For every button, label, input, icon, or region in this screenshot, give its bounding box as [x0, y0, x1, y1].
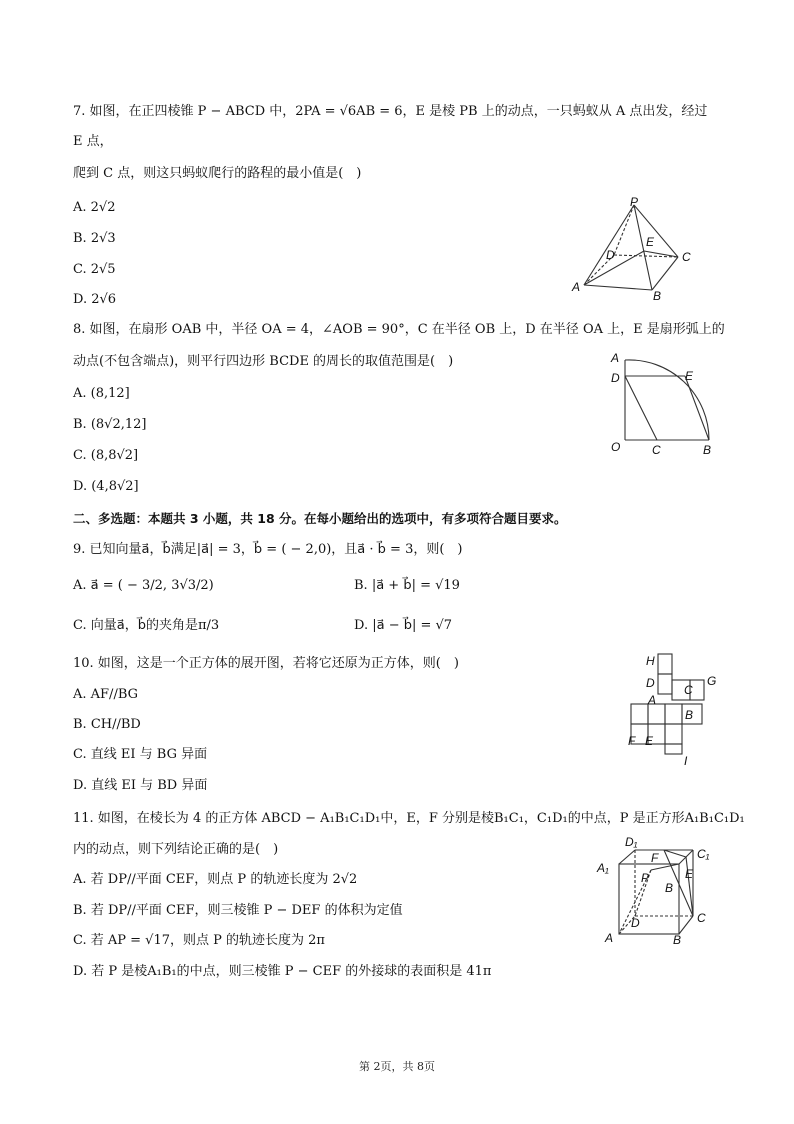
- q10-label-g: G: [707, 674, 717, 688]
- q11-label-d1: D₁: [625, 835, 638, 849]
- q11-option-b: B. 若 DP//平面 CEF，则三棱锥 P − DEF 的体积为定值: [73, 903, 403, 918]
- q9-option-c: C. 向量a⃗，b⃗的夹角是π/3: [73, 618, 220, 633]
- q10-label-e: E: [645, 734, 654, 748]
- q11-option-c: C. 若 AP = √17，则点 P 的轨迹长度为 2π: [73, 933, 325, 948]
- q11-label-c1: C₁: [697, 847, 710, 861]
- q7-option-d: D. 2√6: [73, 292, 117, 307]
- q10-label-a: A: [648, 693, 657, 707]
- q11-option-a: A. 若 DP//平面 CEF，则点 P 的轨迹长度为 2√2: [73, 872, 358, 887]
- q9-option-a: A. a⃗ = ( − 3/2, 3√3/2): [73, 578, 214, 593]
- q11-label-p: P: [641, 871, 650, 885]
- q7-option-c: C. 2√5: [73, 262, 116, 277]
- q10-label-h: H: [646, 654, 655, 668]
- q10-label-c: C: [684, 683, 693, 697]
- q9-option-b: B. |a⃗ + b⃗| = √19: [354, 578, 460, 593]
- q10-option-c: C. 直线 EI 与 BG 异面: [73, 747, 208, 762]
- q7-label-p: P: [630, 195, 639, 209]
- q8-label-c: C: [652, 443, 661, 457]
- section-heading-multi-choice: 二、多选题：本题共 3 小题，共 18 分。在每小题给出的选项中，有多项符合题目要求。: [73, 511, 567, 526]
- q11-stem-line1: 11. 如图，在棱长为 4 的正方体 ABCD − A₁B₁C₁D₁中，E，F 分别是棱B₁C₁，C₁D₁的中点，P 是正方形A₁B₁C₁D₁: [73, 811, 745, 826]
- q11-label-d: D: [631, 916, 640, 930]
- q10-option-b: B. CH//BD: [73, 717, 141, 732]
- page-footer: 第 2页，共 8页: [359, 1060, 435, 1073]
- q11-cube-figure: [595, 832, 720, 947]
- q8-stem-line2: 动点(不包含端点)，则平行四边形 BCDE 的周长的取值范围是( ): [73, 354, 454, 369]
- q8-option-c: C. (8,8√2]: [73, 448, 139, 463]
- q11-stem-line2: 内的动点，则下列结论正确的是( ): [73, 842, 279, 857]
- q7-option-a: A. 2√2: [73, 200, 116, 215]
- q8-label-o: O: [611, 440, 621, 454]
- q8-label-d: D: [611, 371, 620, 385]
- q10-option-d: D. 直线 EI 与 BD 异面: [73, 778, 208, 793]
- q10-label-i: I: [684, 754, 688, 768]
- q11-label-e: E: [685, 867, 694, 881]
- q10-stem: 10. 如图，这是一个正方体的展开图，若将它还原为正方体，则( ): [73, 656, 459, 671]
- q8-option-b: B. (8√2,12]: [73, 417, 147, 432]
- q7-label-c: C: [682, 250, 691, 264]
- q10-label-d: D: [646, 676, 655, 690]
- q11-label-f: F: [651, 851, 659, 865]
- q8-label-e: E: [685, 369, 694, 383]
- q7-option-b: B. 2√3: [73, 231, 116, 246]
- q7-label-d: D: [606, 248, 615, 262]
- q7-stem-line1: 7. 如图，在正四棱锥 P − ABCD 中，2PA = √6AB = 6，E 是棱 PB 上的动点，一只蚂蚁从 A 点出发，经过: [73, 104, 708, 119]
- q10-label-b: B: [685, 708, 694, 722]
- q8-label-b: B: [703, 443, 712, 457]
- q8-label-a: A: [611, 351, 620, 365]
- q11-label-a: A: [605, 931, 614, 945]
- q7-label-b: B: [653, 289, 662, 303]
- q8-sector-figure: [605, 350, 725, 460]
- q10-option-a: A. AF//BG: [73, 687, 138, 702]
- q7-stem-line3: 爬到 C 点，则这只蚂蚁爬行的路程的最小值是( ): [73, 166, 362, 181]
- q7-stem-line2: E 点，: [73, 134, 113, 149]
- q10-label-f: F: [628, 734, 636, 748]
- q11-option-d: D. 若 P 是棱A₁B₁的中点，则三棱锥 P − CEF 的外接球的表面积是 41π: [73, 964, 492, 979]
- q9-stem: 9. 已知向量a⃗，b⃗满足|a⃗| = 3，b⃗ = ( − 2,0)，且a⃗ · b⃗ = 3，则( ): [73, 542, 463, 557]
- q8-stem-line1: 8. 如图，在扇形 OAB 中，半径 OA = 4，∠AOB = 90°，C 在半径 OB 上，D 在半径 OA 上，E 是扇形弧上的: [73, 322, 725, 337]
- q8-option-d: D. (4,8√2]: [73, 479, 139, 494]
- q8-option-a: A. (8,12]: [73, 386, 130, 401]
- q11-label-a1: A₁: [597, 861, 609, 875]
- q11-label-c: C: [697, 911, 706, 925]
- q11-label-b1: B: [665, 881, 674, 895]
- q7-label-e: E: [646, 235, 655, 249]
- q10-cube-net-figure: [628, 652, 728, 767]
- q7-pyramid-figure: [560, 195, 700, 305]
- q11-label-b: B: [673, 933, 682, 947]
- q9-option-d: D. |a⃗ − b⃗| = √7: [354, 618, 453, 633]
- q7-label-a: A: [572, 280, 581, 294]
